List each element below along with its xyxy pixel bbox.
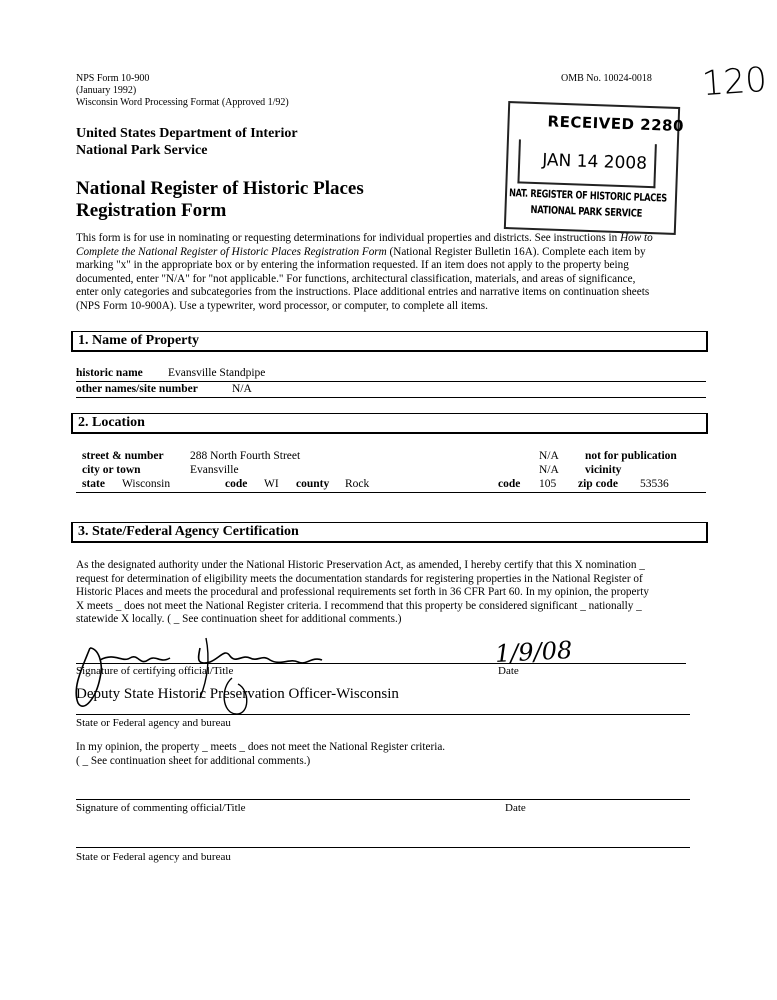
divider — [76, 381, 706, 382]
street-na: N/A — [539, 450, 559, 462]
county-code-label: code — [498, 478, 521, 490]
instructions-line: documented, enter "N/A" for "not applicable." For functions, architectural classification, materials, and areas of significance, — [76, 272, 636, 285]
certification-paragraph — [76, 559, 716, 627]
form-number-block — [76, 73, 289, 109]
signature-label: Signature of certifying official/Title — [76, 665, 234, 677]
stamp-date: JAN 14 2008 — [541, 150, 648, 174]
city-label: city or town — [82, 464, 141, 476]
instructions-line: marking "x" in the appropriate box or by entering the information requested. If an item does not apply to the property being — [76, 259, 629, 272]
commenting-date-label: Date — [505, 802, 526, 814]
other-names-label: other names/site number — [76, 383, 198, 395]
instructions-line: (National Register Bulletin 16A). Complete each item by — [386, 245, 646, 258]
commenting-signature-label: Signature of commenting official/Title — [76, 802, 246, 814]
not-for-publication-label: not for publication — [585, 450, 677, 462]
county-value: Rock — [345, 478, 370, 490]
form-title-block — [76, 178, 364, 222]
divider — [76, 492, 706, 493]
state-code-value: WI — [264, 478, 279, 490]
agency-bureau-label-2: State or Federal agency and bureau — [76, 851, 231, 863]
state-code-label: code — [225, 478, 248, 490]
certification-line: request for determination of eligibility meets the documentation standards for registering properties in the National Register of — [76, 572, 643, 585]
certification-line: X meets _ does not meet the National Register criteria. I recommend that this property be considered significant _ nationally _ — [76, 599, 642, 612]
state-label: state — [82, 478, 105, 490]
other-names-value: N/A — [232, 383, 252, 395]
certification-line: As the designated authority under the National Historic Preservation Act, as amended, I hereby certify that this X nomination _ — [76, 559, 645, 571]
department-name: United States Department of Interior — [76, 126, 298, 141]
zip-label: zip code — [578, 478, 618, 490]
divider — [76, 397, 706, 398]
section-1-title: 1. Name of Property — [78, 333, 200, 348]
section-1-header — [71, 331, 708, 352]
omb-number: OMB No. 10024-0018 — [561, 73, 652, 84]
handwritten-date: 1/9/08 — [494, 635, 573, 669]
divider — [76, 714, 690, 715]
handwritten-number: 120 — [700, 59, 769, 105]
commenting-signature-line — [76, 799, 690, 800]
date-label: Date — [498, 665, 519, 677]
service-name: National Park Service — [76, 143, 208, 158]
zip-value: 53536 — [640, 478, 669, 490]
state-value: Wisconsin — [122, 478, 171, 490]
section-3-header — [71, 522, 708, 543]
vicinity-label: vicinity — [585, 464, 622, 476]
form-title: National Register of Historic Places — [76, 178, 364, 199]
street-label: street & number — [82, 450, 164, 462]
stamp-date-box — [517, 139, 656, 188]
county-code-value: 105 — [539, 478, 557, 490]
instructions-line: enter only categories and subcategories from the instructions. Place additional entries and narrative items on continuation sheets — [76, 286, 650, 299]
form-format: Wisconsin Word Processing Format (Approved 1/92) — [76, 97, 289, 108]
instructions-form-title: Complete the National Register of Historic Places Registration Form — [76, 245, 387, 258]
instructions-link-text: How to — [620, 232, 653, 244]
stamp-park-service-line: NATIONAL PARK SERVICE — [530, 203, 643, 220]
form-number: NPS Form 10-900 — [76, 73, 150, 84]
street-value: 288 North Fourth Street — [190, 450, 301, 462]
instructions-paragraph — [76, 232, 716, 314]
instructions-line: This form is for use in nominating or requesting determinations for individual properties and districts. See instructions in — [76, 232, 621, 244]
historic-name-value: Evansville Standpipe — [168, 367, 266, 379]
received-stamp — [504, 101, 685, 235]
opinion-line: ( _ See continuation sheet for additional comments.) — [76, 754, 311, 767]
opinion-line: In my opinion, the property _ meets _ does not meet the National Register criteria. — [76, 741, 446, 753]
section-3-title: 3. State/Federal Agency Certification — [78, 524, 299, 539]
historic-name-label: historic name — [76, 367, 143, 379]
divider — [76, 847, 690, 848]
opinion-block — [76, 741, 445, 768]
county-label: county — [296, 478, 330, 490]
form-subtitle: Registration Form — [76, 200, 227, 221]
official-title: Deputy State Historic Preservation Officer-Wisconsin — [76, 686, 399, 702]
stamp-register-line: NAT. REGISTER OF HISTORIC PLACES — [508, 187, 668, 205]
agency-block — [76, 125, 298, 159]
city-value: Evansville — [190, 464, 239, 476]
agency-bureau-label: State or Federal agency and bureau — [76, 717, 231, 729]
section-2-header — [71, 413, 708, 434]
signature-line — [76, 663, 686, 664]
form-date: (January 1992) — [76, 85, 137, 96]
certification-line: Historic Places and meets the procedural and professional requirements set forth in 36 CFR Part 60. In my opinion, the property — [76, 586, 649, 599]
section-2-title: 2. Location — [78, 415, 145, 430]
city-na: N/A — [539, 464, 559, 476]
instructions-line: (NPS Form 10-900A). Use a typewriter, word processor, or computer, to complete all items. — [76, 299, 488, 312]
certification-line: statewide X locally. ( _ See continuation sheet for additional comments.) — [76, 613, 402, 626]
stamp-received: RECEIVED 2280 — [547, 112, 685, 136]
